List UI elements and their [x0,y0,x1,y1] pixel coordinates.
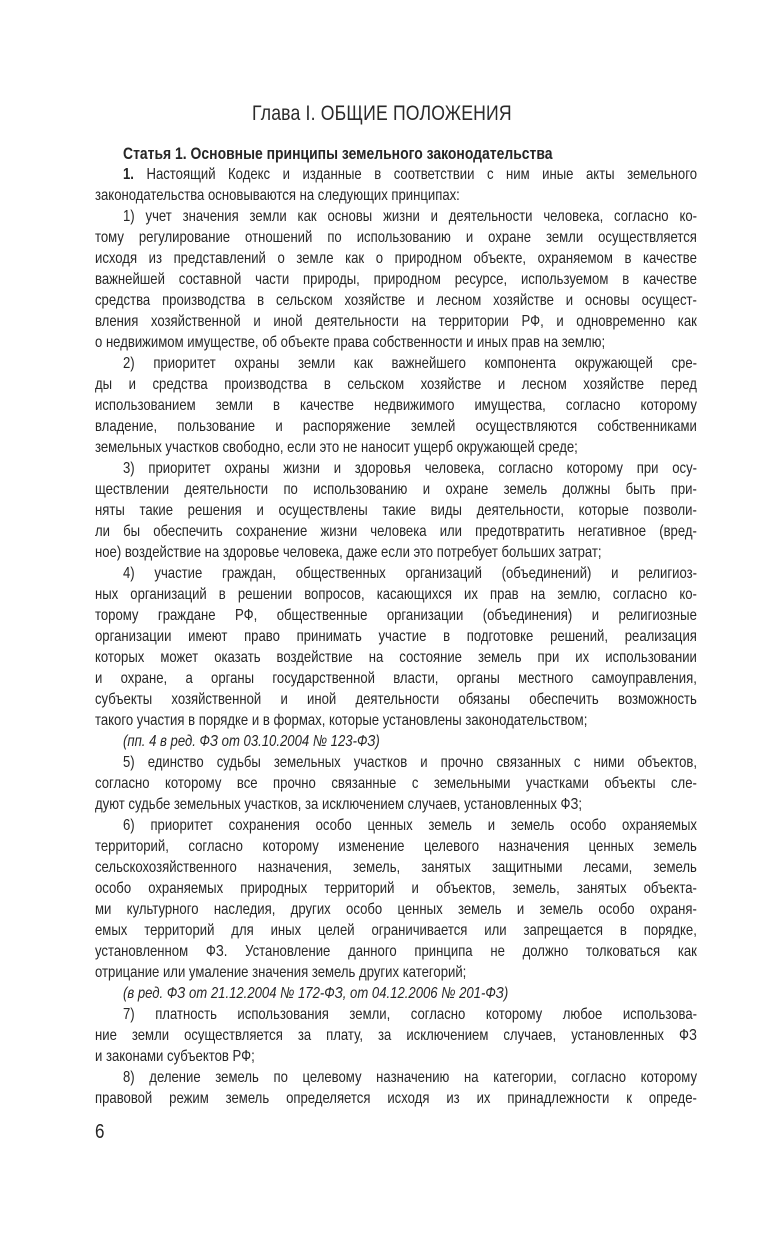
paragraph-line [95,500,768,521]
line-text: ние земли осуществляется за плату, за исключением случаев, установленных ФЗ [95,1026,697,1044]
line-text: и законами субъектов РФ; [95,1047,255,1065]
line-text: средства производства в сельском хозяйстве и лесном хозяйстве и основы осущест- [95,291,697,309]
line-text: которых может оказать воздействие на состояние земель при их использовании [95,648,697,666]
line-text: ли бы обеспечить сохранение жизни человека или предотвратить негативное (вред- [95,522,697,540]
paragraph-line [123,353,768,374]
paragraph-line [95,479,768,500]
line-text: емых территорий для иных целей ограничивается или запрещается в порядке, [95,921,697,939]
line-text: субъекты хозяйственной и иной деятельности обязаны обеспечить возможность [95,690,697,708]
amendment-note [123,983,768,1004]
line-text: 6) приоритет сохранения особо ценных земель и земель особо охраняемых [123,816,697,834]
line-text: тому регулирование отношений по использованию и охране земли осуществляется [95,228,697,246]
paragraph-line [95,878,768,899]
line-text: правовой режим земель определяется исходя из их принадлежности к опреде- [95,1089,697,1107]
paragraph-line [95,899,768,920]
article-title [123,143,768,164]
paragraph-line [95,836,768,857]
line-text: исходя из представлений о земле как о природном объекте, охраняемом в качестве [95,249,697,267]
paragraph-line [95,962,768,983]
paragraph-line [95,920,768,941]
line-text: земельных участков свободно, если это не наносит ущерб окружающей среде; [95,438,578,456]
paragraph-line [95,1046,768,1067]
paragraph-line [95,689,768,710]
paragraph-line [95,227,768,248]
line-text: Настоящий Кодекс и изданные в соответствии с ним иные акты земельного [146,165,697,183]
line-text: 4) участие граждан, общественных организаций (объединений) и религиоз- [123,564,697,582]
line-text: ществлении деятельности по использованию и охране земель должны быть при- [95,480,697,498]
line-text: установленном ФЗ. Установление данного принципа не должно толковаться как [95,942,697,960]
line-text: использованием земли в качестве недвижимого имущества, согласно которому [95,396,697,414]
line-text: особо охраняемых природных территорий и объектов, земель, занятых объекта- [95,879,697,897]
paragraph-line [95,1088,768,1109]
article-title-text: Статья 1. Основные принципы земельного законодательства [123,143,553,163]
paragraph-line [95,269,768,290]
line-text: вления хозяйственной и иной деятельности на территории РФ, и одновременно как [95,312,697,330]
line-text: ных организаций в решении вопросов, касающихся их прав на землю, согласно ко- [95,585,697,603]
paragraph-line [123,164,768,185]
paragraph-line [123,206,768,227]
paragraph-line [123,752,768,773]
line-text: и охране, а органы государственной власти, органы местного самоуправления, [95,669,697,687]
paragraph-line [95,1025,768,1046]
line-text: важнейшей составной части природы, природном ресурсе, используемом в качестве [95,270,697,288]
paragraph-line [123,458,768,479]
line-text: 3) приоритет охраны жизни и здоровья человека, согласно которому при осу- [123,459,697,477]
paragraph-line [95,794,768,815]
line-text: (пп. 4 в ред. ФЗ от 03.10.2004 № 123-ФЗ) [123,732,380,750]
paragraph-line [95,584,768,605]
line-text: ми культурного наследия, других особо ценных земель и земель особо охраня- [95,900,697,918]
line-text: отрицание или умаление значения земель других категорий; [95,963,467,981]
paragraph-line [123,1067,768,1088]
paragraph-line [95,290,768,311]
line-text: дуют судьбе земельных участков, за исключением случаев, установленных ФЗ; [95,795,583,813]
line-text: торому граждане РФ, общественные организации (объединения) и религиозные [95,606,697,624]
line-text: сельскохозяйственного назначения, земель, занятых защитными лесами, земель [95,858,697,876]
chapter-title: Глава I. ОБЩИЕ ПОЛОЖЕНИЯ [252,102,512,125]
line-text [123,164,697,185]
line-text: владение, пользование и распоряжение землей осуществляются собственниками [95,417,697,435]
line-text: (в ред. ФЗ от 21.12.2004 № 172-ФЗ, от 04.12.2006 № 201-ФЗ) [123,984,509,1002]
paragraph-line [95,668,768,689]
paragraph-line [95,710,768,731]
paragraph-line [123,1004,768,1025]
line-text: няты такие решения и осуществлены такие виды деятельности, которые позволи- [95,501,697,519]
line-text: о недвижимом имуществе, об объекте права собственности и иных прав на землю; [95,333,606,351]
paragraph-line [95,647,768,668]
line-text: 1) учет значения земли как основы жизни и деятельности человека, согласно ко- [123,207,697,225]
paragraph-line [95,185,768,206]
paragraph-line [95,605,768,626]
paragraph-line [95,626,768,647]
line-text: законодательства основываются на следующих принципах: [95,186,460,204]
paragraph-line [95,332,768,353]
paragraph-line [95,311,768,332]
paragraph-line [95,857,768,878]
paragraph-line [95,416,768,437]
line-text: ды и средства производства в сельском хозяйстве и лесном хозяйстве перед [95,375,697,393]
paragraph-line [95,773,768,794]
line-text: 7) платность использования земли, согласно которому любое использова- [123,1005,697,1023]
line-text: 2) приоритет охраны земли как важнейшего компонента окружающей сре- [123,354,697,372]
paragraph-line [95,437,768,458]
line-text: 8) деление земель по целевому назначению на категории, согласно которому [123,1068,697,1086]
line-text: 5) единство судьбы земельных участков и прочно связанных с ними объектов, [123,753,697,771]
amendment-note [123,731,768,752]
paragraph-line [95,941,768,962]
line-text: такого участия в порядке и в формах, которые установлены законодательством; [95,711,588,729]
clause-number: 1. [123,165,134,183]
page-number: 6 [95,1121,105,1143]
line-text: территорий, согласно которому изменение целевого назначения ценных земель [95,837,697,855]
line-text: согласно которому все прочно связанные с земельными участками объекты сле- [95,774,697,792]
paragraph-line [95,542,768,563]
paragraph-line [95,521,768,542]
paragraph-line [123,563,768,584]
paragraph-line [123,815,768,836]
paragraph-line [95,248,768,269]
paragraph-line [95,395,768,416]
paragraph-line [95,374,768,395]
line-text: ное) воздействие на здоровье человека, даже если это потребует больших затрат; [95,543,602,561]
line-text: организации имеют право принимать участие в подготовке решений, реализация [95,627,697,645]
